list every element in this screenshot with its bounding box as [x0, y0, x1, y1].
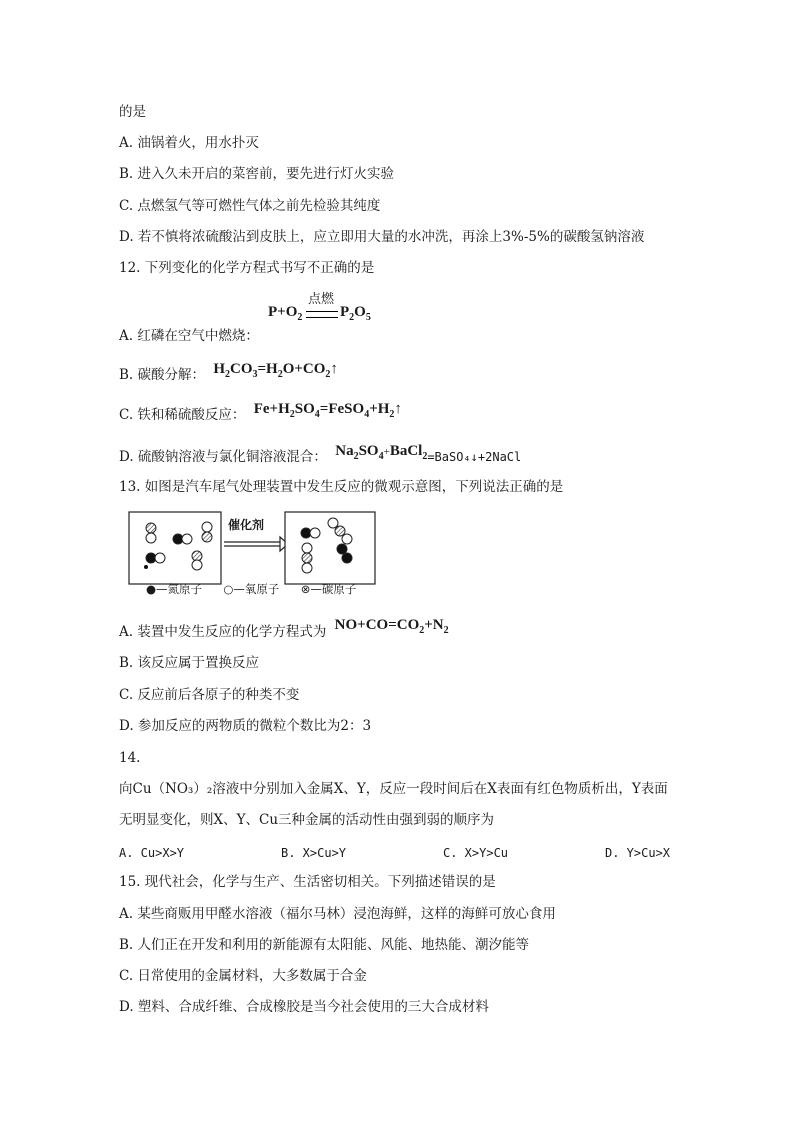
q11-option-b[interactable]: B. 进入久未开启的菜窖前，要先进行灯火实验	[119, 166, 395, 182]
q12-option-a[interactable]: A. 红磷在空气中燃烧：	[119, 328, 259, 344]
q12-option-c[interactable]	[119, 401, 402, 431]
option-b-label: B. 碳酸分解：	[119, 367, 206, 383]
q14-option-a[interactable]: A. Cu>X>Y	[119, 846, 185, 860]
equation-b: $H_2CO_3=H_2O+CO_2↑$	[213, 361, 338, 380]
q12-option-b[interactable]	[119, 361, 338, 391]
q15-option-c[interactable]: C. 日常使用的金属材料，大多数属于合金	[119, 968, 367, 984]
legend-carbon: ⊗—碳原子	[300, 582, 357, 596]
q14-option-c[interactable]: C. X>Y>Cu	[443, 846, 509, 860]
q13-option-a[interactable]	[119, 617, 449, 648]
equation-q13: $NO+CO=CO_2+N_2$	[334, 617, 449, 636]
oxygen-atom	[192, 560, 202, 570]
q11-option-c[interactable]: C. 点燃氢气等可燃性气体之前先检验其纯度	[119, 198, 381, 214]
q11-option-d[interactable]: D. 若不慎将浓硫酸沾到皮肤上，应立即用大量的水冲洗，再涂上3%-5%的碳酸氢钠溶液	[119, 229, 645, 245]
q11-option-a[interactable]: A. 油锅着火，用水扑灭	[119, 135, 259, 151]
atom-legend	[146, 581, 356, 597]
nitrogen-atom	[337, 544, 347, 554]
condition-label: 点燃	[308, 292, 335, 307]
oxygen-atom	[155, 553, 165, 563]
equation-a-lhs: $P+O_2$	[268, 304, 303, 323]
q13-option-b[interactable]: B. 该反应属于置换反应	[119, 655, 260, 671]
nitrogen-atom	[144, 565, 148, 569]
q12-equation-a	[268, 288, 388, 326]
carbon-atom	[335, 526, 345, 536]
q14-option-b[interactable]: B. X>Cu>Y	[281, 846, 347, 860]
q14-options-row	[119, 843, 679, 863]
q13-option-c[interactable]: C. 反应前后各原子的种类不变	[119, 687, 300, 703]
q14-number: 14.	[119, 750, 141, 766]
q15-stem: 15. 现代社会，化学与生产、生活密切相关。下列描述错误的是	[119, 874, 496, 890]
q15-option-b[interactable]: B. 人们正在开发和利用的新能源有太阳能、风能、地热能、潮汐能等	[119, 937, 530, 953]
q12-stem: 12. 下列变化的化学方程式书写不正确的是	[119, 260, 375, 276]
q13-stem: 13. 如图是汽车尾气处理装置中发生反应的微观示意图，下列说法正确的是	[119, 479, 564, 495]
q14-stem-line1: 向Cu（NO₃）₂溶液中分别加入金属X、Y，反应一段时间后在X表面有红色物质析出，Y表面	[119, 781, 668, 797]
equation-d: $Na_2SO_4+BaCl_2$	[335, 443, 428, 462]
q12-option-d[interactable]	[119, 443, 522, 473]
option-a-label: A. 装置中发生反应的化学方程式为	[119, 624, 327, 640]
oxygen-atom	[146, 533, 156, 543]
q15-option-a[interactable]: A. 某些商贩用甲醛水溶液（福尔马林）浸泡海鲜，这样的海鲜可放心食用	[119, 906, 556, 922]
oxygen-atom	[202, 522, 212, 532]
fragment-top: 的是	[119, 104, 146, 120]
carbon-atom	[202, 532, 212, 542]
q14-stem-line2: 无明显变化，则X、Y、Cu三种金属的活动性由强到弱的顺序为	[119, 812, 495, 828]
option-c-label: C. 铁和稀硫酸反应：	[119, 407, 246, 423]
oxygen-atom	[310, 528, 320, 538]
oxygen-atom	[328, 518, 338, 528]
oxygen-atom	[302, 563, 312, 573]
equation-c: $Fe+H_2SO_4=FeSO_4+H_2↑$	[253, 401, 402, 420]
option-d-label: D. 硫酸钠溶液与氯化铜溶液混合：	[119, 449, 327, 465]
carbon-atom	[302, 553, 312, 563]
q15-option-d[interactable]: D. 塑料、合成纤维、合成橡胶是当今社会使用的三大合成材料	[119, 999, 489, 1015]
q13-option-d[interactable]: D. 参加反应的两物质的微粒个数比为2：3	[119, 718, 372, 734]
legend-nitrogen: ●—氮原子	[146, 582, 203, 596]
nitrogen-atom	[342, 553, 352, 563]
equals-long	[306, 311, 338, 318]
oxygen-atom	[342, 534, 352, 544]
oxygen-atom	[302, 543, 312, 553]
oxygen-atom	[182, 534, 192, 544]
equation-d-tail: =BaSO₄↓+2NaCl	[427, 450, 522, 464]
q14-option-d[interactable]: D. Y>Cu>X	[605, 846, 671, 860]
legend-oxygen: ○—氧原子	[223, 582, 280, 596]
micro-reaction-figure	[128, 508, 378, 604]
carbon-atom	[146, 523, 156, 533]
equation-a-rhs: $P_2O_5$	[340, 304, 371, 323]
catalyst-label: 催化剂	[228, 518, 265, 532]
